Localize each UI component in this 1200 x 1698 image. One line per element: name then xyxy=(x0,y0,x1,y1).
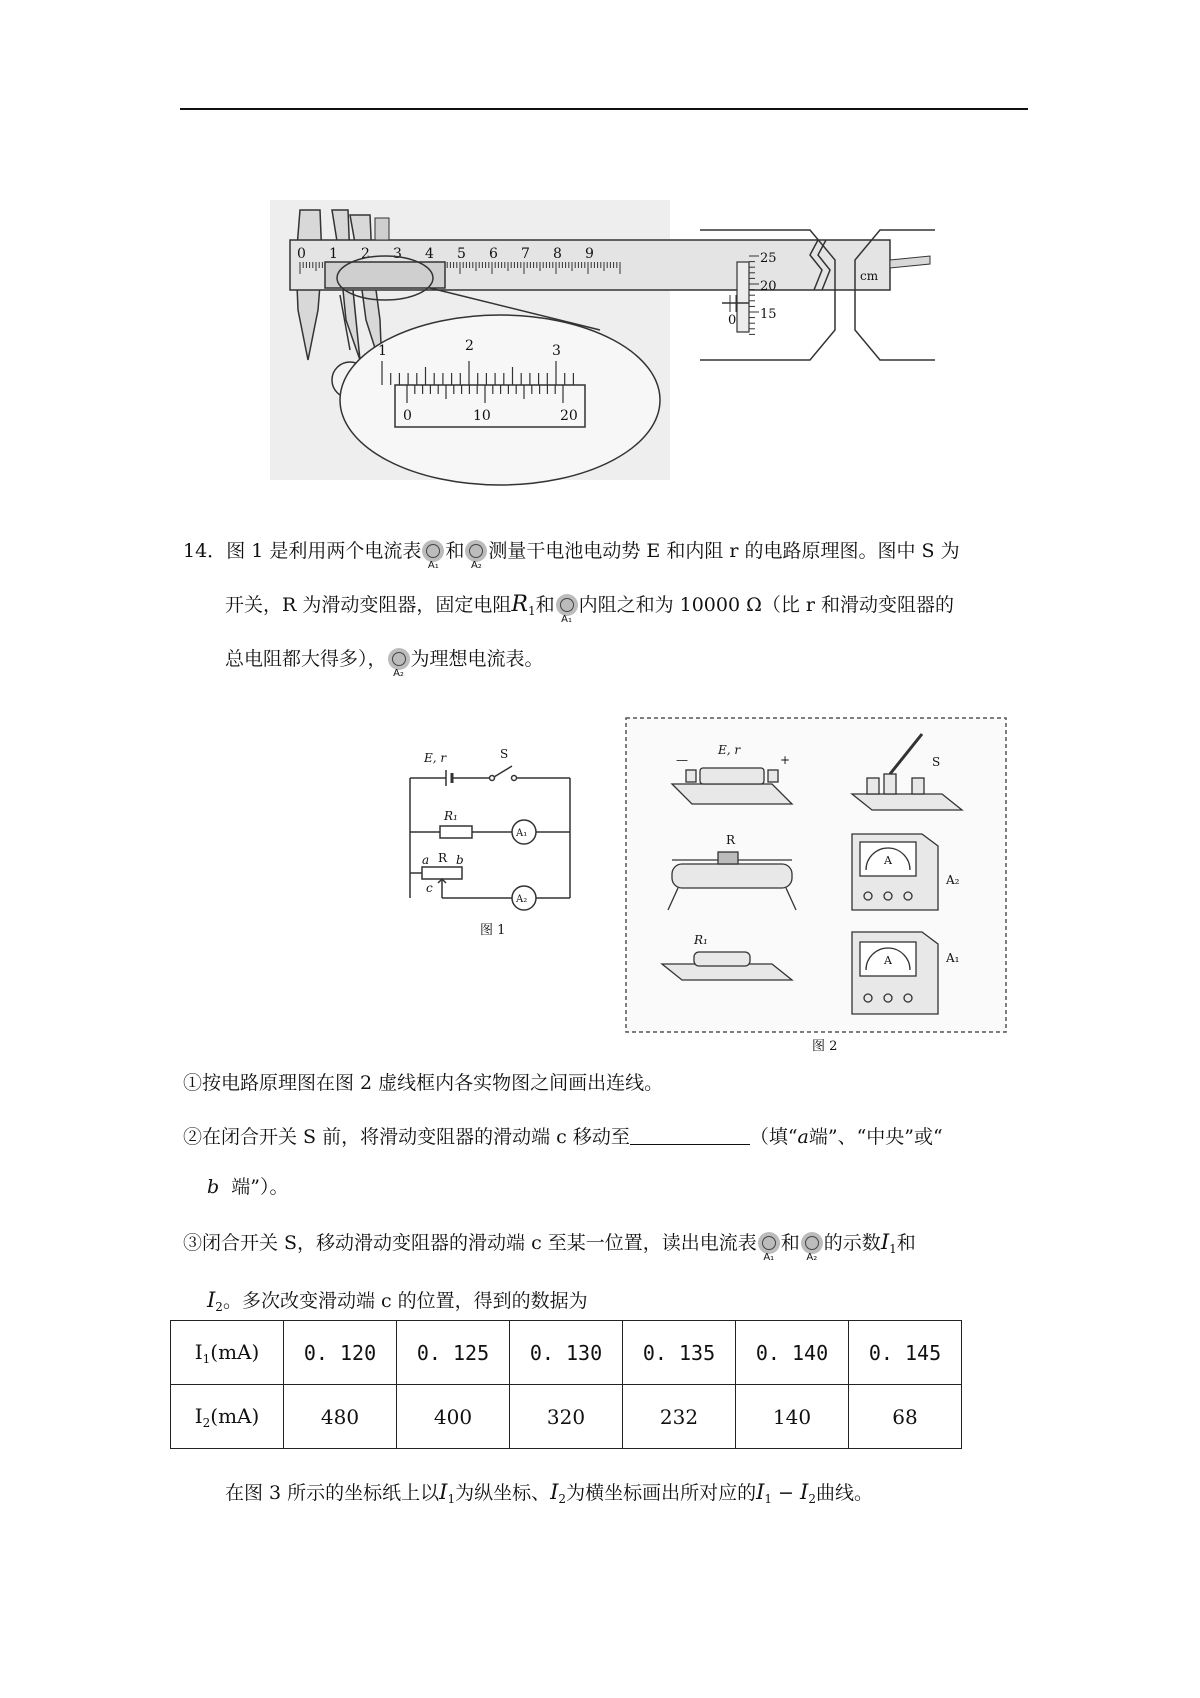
meter-glyph: A xyxy=(884,854,892,867)
zoom-main-number: 2 xyxy=(465,338,474,354)
row-header-i2: $I_2(mA)$ xyxy=(171,1385,284,1449)
item-2-cont: b 端”）。 xyxy=(207,1176,289,1198)
meter-glyph: A xyxy=(884,954,892,967)
zoom-main-number: 1 xyxy=(378,343,387,359)
ammeter-a1-icon: A₁ xyxy=(758,1232,780,1254)
apparatus-minus-label: — xyxy=(676,753,688,767)
main-scale-number: 8 xyxy=(553,246,562,262)
apparatus-r1-label: R₁ xyxy=(694,933,708,947)
ammeter-a1-icon: A₁ xyxy=(556,594,578,616)
data-table xyxy=(170,1320,962,1449)
zoom-vernier-number: 20 xyxy=(560,408,578,424)
apparatus-switch-label: S xyxy=(932,755,941,769)
table-cell: 0. 145 xyxy=(849,1321,962,1385)
micrometer-number: 25 xyxy=(760,251,777,266)
final-instruction: 在图 3 所示的坐标纸上以$I_1$为纵坐标、$I_2$为横坐标画出所对应的$I_1 - I_2$曲线。 xyxy=(225,1480,873,1506)
table-cell: 0. 140 xyxy=(736,1321,849,1385)
apparatus-a2-label: A₂ xyxy=(946,873,960,887)
ammeter-a1-apparatus xyxy=(852,932,938,1014)
table-cell: 0. 125 xyxy=(397,1321,510,1385)
zoom-vernier-number: 0 xyxy=(403,408,412,424)
terminal-b-label: b xyxy=(456,853,464,867)
main-scale-number: 4 xyxy=(425,246,434,262)
apparatus-plus-label: + xyxy=(780,753,791,767)
main-scale-number: 0 xyxy=(297,246,306,262)
row-header-i1: $I_1(mA)$ xyxy=(171,1321,284,1385)
source-label: E, r xyxy=(424,751,447,765)
a1-label: A₁ xyxy=(516,828,528,839)
question-line-3: 总电阻都大得多）， A₂ 为理想电流表。 xyxy=(225,648,544,679)
terminal-c-label: c xyxy=(426,881,433,895)
figure-1-caption: 图 1 xyxy=(480,923,506,938)
table-cell: 480 xyxy=(284,1385,397,1449)
apparatus-a1-label: A₁ xyxy=(946,951,960,965)
question-line-1: 14．图 1 是利用两个电流表 A₁ 和 A₂ 测量干电池电动势 E 和内阻 r 的电路原理图。图中 S 为 xyxy=(183,540,960,571)
terminal-a-label: a xyxy=(422,853,430,867)
table-row xyxy=(171,1385,962,1449)
switch-label: S xyxy=(500,747,509,761)
figure-2-caption: 图 2 xyxy=(812,1039,838,1054)
question-line-2: 开关，R 为滑动变阻器，固定电阻$R_1$和 A₁ 内阻之和为 10000 Ω（比 r 和滑动变阻器的 xyxy=(225,592,955,625)
table-row xyxy=(171,1321,962,1385)
table-cell: 140 xyxy=(736,1385,849,1449)
answer-blank[interactable] xyxy=(630,1124,750,1145)
table-cell: 320 xyxy=(510,1385,623,1449)
a2-label: A₂ xyxy=(516,894,528,905)
micrometer-number: 20 xyxy=(760,279,777,294)
ammeter-a2-icon: A₂ xyxy=(465,540,487,562)
item-3: ③闭合开关 S，移动滑动变阻器的滑动端 c 至某一位置，读出电流表 A₁ 和 A₂ 的示数$I_1$和 xyxy=(183,1230,916,1263)
header-rule xyxy=(180,108,1028,110)
rheostat-label: R xyxy=(438,851,448,865)
circuit-figure-1 xyxy=(400,738,600,938)
item-1: ①按电路原理图在图 2 虚线框内各实物图之间画出连线。 xyxy=(183,1072,664,1094)
micrometer-number: 15 xyxy=(760,307,777,322)
main-scale-number: 9 xyxy=(585,246,594,262)
item-3-cont: $I_2$。多次改变滑动端 c 的位置，得到的数据为 xyxy=(207,1288,588,1314)
ammeter-a1-icon: A₁ xyxy=(422,540,444,562)
main-unit-label: cm xyxy=(860,269,879,283)
ammeter-a2-apparatus xyxy=(852,834,938,910)
main-scale-number: 3 xyxy=(393,246,402,262)
main-scale-number: 5 xyxy=(457,246,466,262)
table-cell: 400 xyxy=(397,1385,510,1449)
caliper-figure xyxy=(270,200,940,500)
apparatus-rheostat-label: R xyxy=(726,833,736,847)
main-scale-number: 1 xyxy=(329,246,338,262)
apparatus-source-label: E, r xyxy=(718,743,741,757)
r1-label: R₁ xyxy=(444,809,458,823)
table-cell: 232 xyxy=(623,1385,736,1449)
table-cell: 0. 130 xyxy=(510,1321,623,1385)
question-number: 14． xyxy=(183,540,227,562)
ammeter-a2-icon: A₂ xyxy=(801,1232,823,1254)
ammeter-a2-icon: A₂ xyxy=(388,648,410,670)
item-2: ②在闭合开关 S 前，将滑动变阻器的滑动端 c 移动至 （填“a端”、“中央”或“ xyxy=(183,1126,943,1148)
table-cell: 0. 135 xyxy=(623,1321,736,1385)
zoom-vernier-number: 10 xyxy=(473,408,491,424)
table-cell: 68 xyxy=(849,1385,962,1449)
main-scale-number: 6 xyxy=(489,246,498,262)
battery-apparatus xyxy=(672,768,792,804)
main-scale-number: 2 xyxy=(361,246,370,262)
zoom-main-number: 3 xyxy=(552,343,561,359)
table-cell: 0. 120 xyxy=(284,1321,397,1385)
apparatus-figure-2 xyxy=(622,714,1012,1054)
main-scale-number: 7 xyxy=(521,246,530,262)
micrometer-sleeve-zero: 0 xyxy=(728,313,737,328)
